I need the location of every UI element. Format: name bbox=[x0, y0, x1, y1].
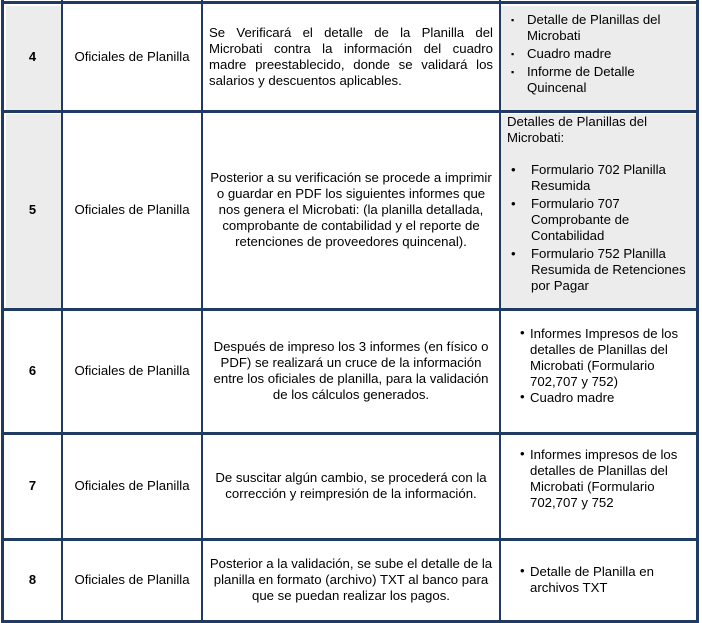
row-6-role: Oficiales de Planilla bbox=[74, 363, 190, 378]
row-6-documents bbox=[512, 326, 696, 426]
row-6-description: Después de impreso los 3 informes (en físico o PDF) se realizará un cruce de la información entre los oficiales de planilla, para la validación de los cálculos generados. bbox=[213, 339, 489, 402]
row-divider bbox=[1, 308, 699, 311]
document-item: • Formulario 752 Planilla Resumida de Retenciones por Pagar bbox=[507, 246, 690, 294]
row-divider bbox=[1, 538, 699, 541]
document-item: ▪ Detalle de Planillas del Microbati bbox=[507, 12, 690, 44]
row-5-number: 5 bbox=[28, 202, 37, 217]
document-item: • Informes Impresos de los detalles de Planillas del Microbati (Formulario 702,707 y 752) bbox=[518, 326, 690, 390]
column-divider bbox=[201, 0, 203, 623]
row-4-description: Se Verificará el detalle de la Planilla del Microbati contra la información del cuadro madre preestablecido, donde se validará los salarios y descuentos aplicables. bbox=[209, 25, 493, 88]
document-item: • Detalle de Planilla en archivos TXT bbox=[518, 564, 690, 596]
document-item: ▪ Informe de Detalle Quincenal bbox=[507, 64, 690, 96]
column-divider bbox=[499, 0, 501, 623]
row-5-role: Oficiales de Planilla bbox=[74, 202, 190, 217]
row-8-documents bbox=[512, 540, 696, 620]
document-item: ▪ Cuadro madre bbox=[507, 46, 690, 62]
table-border-left bbox=[1, 0, 4, 623]
document-item: • Cuadro madre bbox=[518, 390, 690, 406]
column-divider bbox=[61, 0, 63, 623]
document-item: • Formulario 707 Comprobante de Contabilidad bbox=[507, 196, 690, 244]
table-border-right bbox=[696, 0, 699, 623]
row-4-role: Oficiales de Planilla bbox=[74, 49, 190, 64]
row-divider bbox=[1, 110, 699, 113]
row-7-documents bbox=[512, 447, 696, 532]
row-7-description: De suscitar algún cambio, se procederá con la corrección y reimpresión de la información. bbox=[215, 470, 487, 501]
row-7-role: Oficiales de Planilla bbox=[74, 478, 190, 493]
row-8-role: Oficiales de Planilla bbox=[74, 572, 190, 587]
row-8-description: Posterior a la validación, se sube el detalle de la planilla en formato (archivo) TXT al banco para que se puedan realizar los pagos. bbox=[209, 556, 493, 603]
row-8-number: 8 bbox=[28, 572, 37, 587]
row-7-number: 7 bbox=[28, 478, 37, 493]
document-item: • Informes impresos de los detalles de Planillas del Microbati (Formulario 702,707 y 752 bbox=[518, 447, 690, 511]
row-divider bbox=[1, 432, 699, 435]
document-item: • Formulario 702 Planilla Resumida bbox=[507, 162, 690, 194]
row-5-description: Posterior a su verificación se procede a imprimir o guardar en PDF los siguientes informes que nos genera el Microbati: (la planilla detallada, comprobante de contabilidad y el reporte de retenciones de proveedores quincenal). bbox=[210, 170, 492, 249]
documents-heading: Detalles de Planillas del Microbati: bbox=[507, 114, 648, 145]
row-5-documents bbox=[501, 114, 696, 308]
row-4-number: 4 bbox=[28, 49, 37, 64]
row-divider bbox=[1, 1, 699, 4]
row-6-number: 6 bbox=[28, 363, 37, 378]
row-4-documents bbox=[501, 12, 696, 110]
